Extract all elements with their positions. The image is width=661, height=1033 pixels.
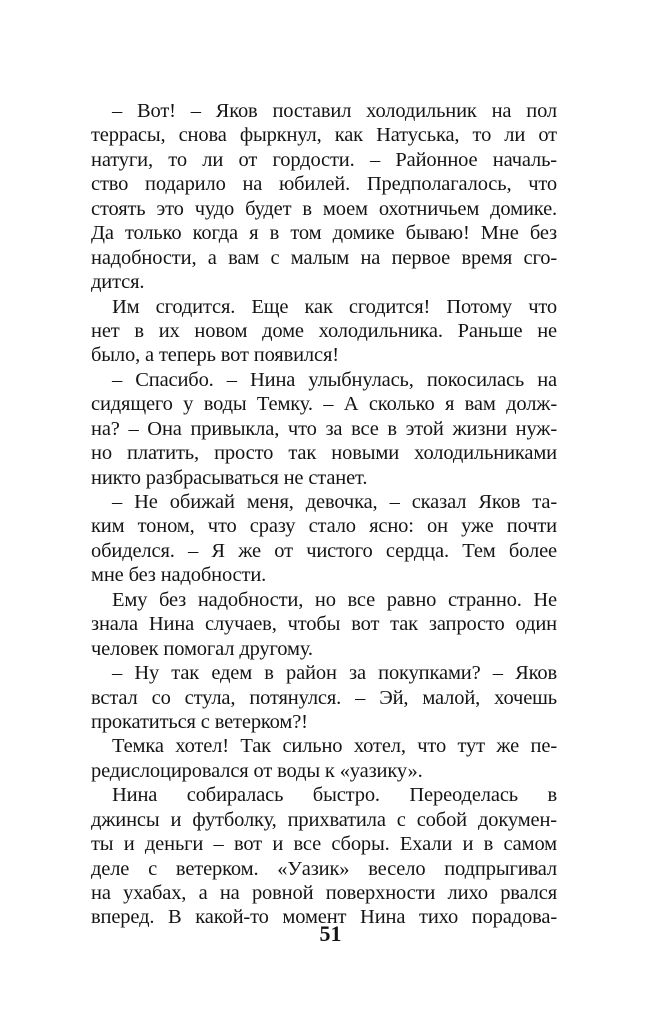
text-line: террасы, снова фыркнул, как Натуська, то ли от <box>91 124 557 147</box>
text-line: никто разбрасываться не станет. <box>91 466 368 489</box>
text-line: – Вот! – Яков поставил холодильник на пол <box>112 100 557 122</box>
text-line: Да только когда я в том домике бываю! Мне без <box>91 222 557 245</box>
text-line: джинсы и футболку, прихватила с собой докумен- <box>91 808 557 831</box>
text-line: нет в их новом доме холодильника. Раньше не <box>91 319 557 342</box>
text-line: было, а теперь вот появился! <box>91 344 339 367</box>
text-line: Нина собиралась быстро. Переоделась в <box>112 784 557 807</box>
text-line: мне без надобности. <box>91 564 267 587</box>
text-line: дится. <box>91 271 145 294</box>
text-line: натуги, то ли от гордости. – Районное началь- <box>91 148 557 171</box>
text-line: вперед. В какой-то момент Нина тихо порадова- <box>91 906 557 929</box>
text-line: на? – Она привыкла, что за все в этой жизни нуж- <box>91 417 557 440</box>
text-line: встал со стула, потянулся. – Эй, малой, хочешь <box>91 686 557 709</box>
text-line: на ухабах, а на ровной поверхности лихо рвался <box>91 882 557 904</box>
text-line: но платить, просто так новыми холодильниками <box>91 442 557 465</box>
text-line: Ему без надобности, но все равно странно. Не <box>112 588 557 611</box>
text-line: деле с ветерком. «Уазик» весело подпрыгивал <box>91 857 557 880</box>
text-line: Им сгодится. Еще как сгодится! Потому что <box>112 295 557 318</box>
text-line: ты и деньги – вот и все сборы. Ехали и в самом <box>91 833 557 856</box>
text-line: редислоцировался от воды к «уазику». <box>91 759 423 782</box>
text-line: надобности, а вам с малым на первое время сго- <box>91 246 557 269</box>
text-line: ким тоном, что сразу стало ясно: он уже почти <box>91 515 557 538</box>
text-line: стоять это чудо будет в моем охотничьем домике. <box>91 197 557 220</box>
text-line: – Ну так едем в район за покупками? – Яков <box>112 662 557 685</box>
text-line: сидящего у воды Темку. – А сколько я вам долж- <box>91 393 557 416</box>
text-line: – Не обижай меня, девочка, – сказал Яков та- <box>112 491 557 513</box>
text-line: – Спасибо. – Нина улыбнулась, покосилась на <box>112 368 557 391</box>
body-text <box>91 99 557 930</box>
text-line: прокатиться с ветерком?! <box>91 710 308 733</box>
text-line: человек помогал другому. <box>91 637 313 660</box>
page-number: 51 <box>319 921 342 946</box>
text-line: обиделся. – Я же от чистого сердца. Тем более <box>91 539 557 562</box>
text-line: Темка хотел! Так сильно хотел, что тут же пе- <box>112 735 557 758</box>
text-line: ство подарило на юбилей. Предполагалось, что <box>91 173 557 196</box>
text-line: знала Нина случаев, чтобы вот так запросто один <box>91 613 557 636</box>
